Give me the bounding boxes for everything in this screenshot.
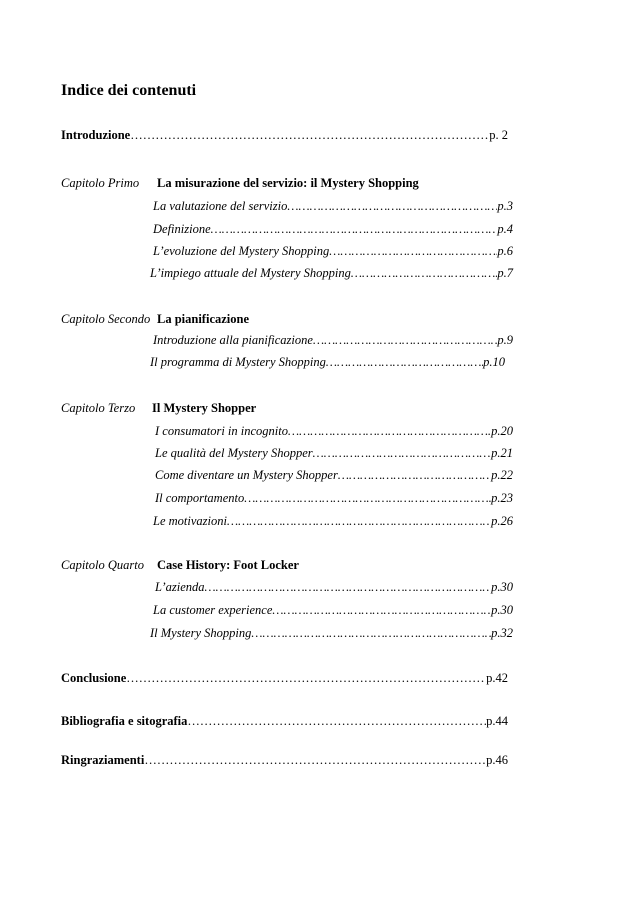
dot-leader: [227, 514, 491, 529]
toc-entry-label: Il comportamento: [155, 491, 245, 505]
dot-leader: [126, 671, 486, 686]
dot-leader: [313, 333, 497, 348]
toc-entry-thanks[interactable]: [61, 753, 508, 768]
toc-entry-label: Il programma di Mystery Shopping: [150, 355, 326, 369]
toc-entry[interactable]: [153, 199, 513, 214]
toc-entry-page: p.9: [497, 333, 513, 347]
dot-leader: [130, 128, 489, 143]
toc-entry-page: p.42: [486, 671, 508, 685]
toc-entry-page: p.21: [491, 446, 513, 460]
toc-entry-label: Introduzione: [61, 128, 131, 142]
toc-entry-page: p.20: [491, 424, 513, 438]
chapter-number: Capitolo Terzo: [61, 401, 136, 415]
dot-leader: [244, 491, 491, 506]
toc-entry-page: p.30: [491, 580, 513, 594]
chapter-title: La misurazione del servizio: il Mystery Shopping: [157, 176, 419, 190]
page-title: Indice dei contenuti: [61, 82, 197, 99]
dot-leader: [287, 199, 497, 214]
toc-entry-label: Introduzione alla pianificazione: [153, 333, 313, 347]
toc-entry[interactable]: [155, 424, 513, 439]
toc-entry[interactable]: [153, 333, 513, 348]
dot-leader: [211, 222, 498, 237]
toc-entry-page: p.10: [483, 355, 505, 369]
toc-entry-label: Conclusione: [61, 671, 127, 685]
chapter-title: La pianificazione: [157, 312, 250, 326]
toc-entry[interactable]: [155, 446, 513, 461]
toc-entry-introduction[interactable]: [61, 128, 508, 143]
toc-entry-label: Il Mystery Shopping: [150, 626, 252, 640]
toc-entry-page: p.6: [497, 244, 513, 258]
toc-entry[interactable]: [150, 355, 505, 370]
toc-entry[interactable]: [153, 222, 513, 237]
toc-entry-label: Le qualità del Mystery Shopper: [155, 446, 313, 460]
chapter-title: Case History: Foot Locker: [157, 558, 299, 572]
toc-entry-label: Definizione: [153, 222, 211, 236]
toc-entry[interactable]: [153, 603, 513, 618]
toc-entry-page: p.7: [497, 266, 513, 280]
toc-entry-bibliography[interactable]: [61, 714, 508, 729]
toc-entry-label: L’azienda: [155, 580, 205, 594]
toc-entry[interactable]: [153, 244, 513, 259]
dot-leader: [338, 468, 491, 483]
chapter-number: Capitolo Primo: [61, 176, 140, 190]
toc-entry-label: I consumatori in incognito: [155, 424, 288, 438]
toc-entry-page: p.44: [486, 714, 508, 728]
toc-entry-page: p.46: [486, 753, 508, 767]
chapter-number: Capitolo Quarto: [61, 558, 144, 572]
toc-entry-label: La customer experience: [153, 603, 273, 617]
toc-entry[interactable]: [155, 468, 513, 483]
dot-leader: [187, 714, 486, 729]
dot-leader: [326, 355, 483, 370]
toc-entry-label: Le motivazioni: [153, 514, 227, 528]
toc-entry-label: L’impiego attuale del Mystery Shopping: [150, 266, 351, 280]
toc-entry-label: Come diventare un Mystery Shopper: [155, 468, 338, 482]
toc-entry-label: La valutazione del servizio: [153, 199, 288, 213]
toc-entry-page: p.22: [491, 468, 513, 482]
toc-entry-page: p.26: [491, 514, 513, 528]
toc-entry-label: Bibliografia e sitografia: [61, 714, 188, 728]
toc-entry-page: p.30: [491, 603, 513, 617]
dot-leader: [288, 424, 491, 439]
toc-entry[interactable]: [150, 626, 513, 641]
toc-entry-page: p.32: [491, 626, 513, 640]
dot-leader: [329, 244, 497, 259]
dot-leader: [351, 266, 497, 281]
dot-leader: [272, 603, 491, 618]
dot-leader: [313, 446, 492, 461]
chapter-number: Capitolo Secondo: [61, 312, 151, 326]
toc-entry[interactable]: [150, 266, 513, 281]
toc-entry-page: p. 2: [489, 128, 508, 142]
toc-entry-conclusion[interactable]: [61, 671, 508, 686]
toc-entry-label: L’evoluzione del Mystery Shopping: [153, 244, 330, 258]
toc-entry-page: p.3: [497, 199, 513, 213]
dot-leader: [205, 580, 492, 595]
toc-entry[interactable]: [155, 491, 513, 506]
dot-leader: [251, 626, 491, 641]
dot-leader: [144, 753, 486, 768]
toc-entry[interactable]: [153, 514, 513, 529]
toc-entry-label: Ringraziamenti: [61, 753, 145, 767]
chapter-title: Il Mystery Shopper: [152, 401, 257, 415]
toc-entry-page: p.4: [497, 222, 513, 236]
toc-entry[interactable]: [155, 580, 513, 595]
toc-entry-page: p.23: [491, 491, 513, 505]
